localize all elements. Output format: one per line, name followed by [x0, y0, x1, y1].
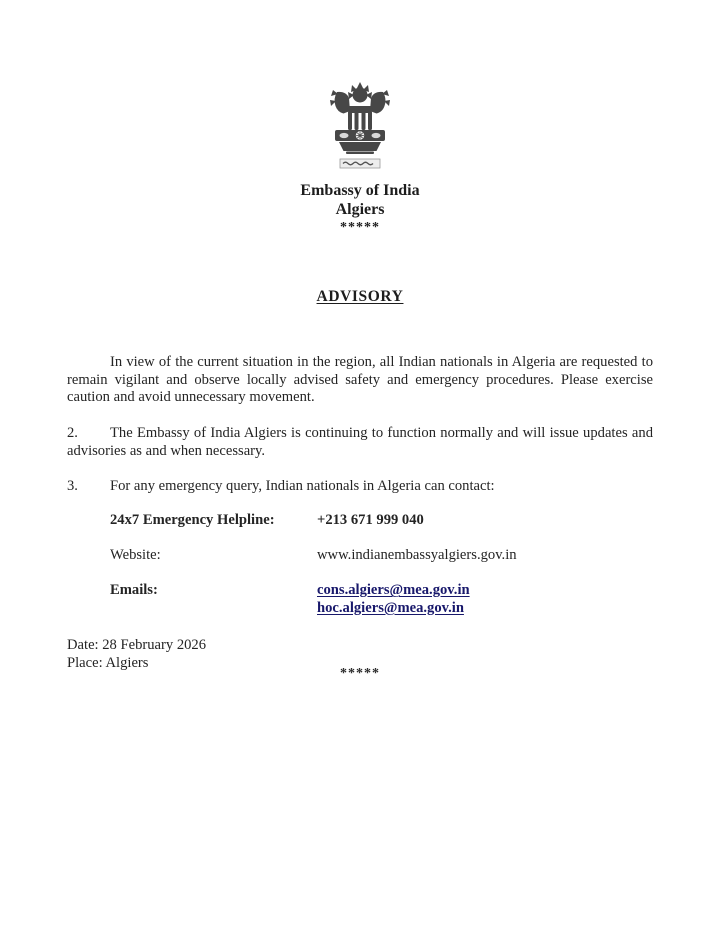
- website-url: www.indianembassyalgiers.gov.in: [317, 547, 517, 563]
- email-link-hoc[interactable]: hoc.algiers@mea.gov.in: [317, 599, 464, 616]
- dharma-chakra-icon: [356, 131, 364, 139]
- paragraph-1-text: In view of the current situation in the region, all Indian nationals in Algeria are requested to remain vigilant and observe locally advised safety and emergency procedures. Please exercise caution and avoid unnecessary movement.: [67, 354, 653, 406]
- document-title: [0, 288, 720, 306]
- org-city: Algiers: [335, 201, 385, 218]
- letterhead: [0, 181, 720, 235]
- date-line: Date: 28 February 2026: [67, 637, 207, 653]
- email-links: [317, 582, 470, 617]
- motto-plaque: [340, 159, 380, 168]
- paragraph-2: [67, 425, 653, 460]
- paragraph-3-number: 3.: [67, 478, 78, 494]
- website-label: Website:: [110, 547, 161, 563]
- paragraph-3: [67, 478, 653, 496]
- helpline-number: +213 671 999 040: [317, 512, 424, 528]
- contact-row-website: [110, 547, 655, 565]
- document-title-text: ADVISORY: [316, 288, 404, 305]
- paragraph-2-text: The Embassy of India Algiers is continuing to function normally and will issue updates and advisories as and when necessary.: [67, 425, 653, 459]
- header-stars-separator: *****: [340, 220, 380, 235]
- paragraph-3-text: For any emergency query, Indian nationals in Algeria can contact:: [110, 478, 495, 494]
- email-link-cons[interactable]: cons.algiers@mea.gov.in: [317, 582, 470, 598]
- contact-row-emails: [110, 582, 655, 617]
- india-state-emblem-icon: [323, 80, 397, 170]
- paragraph-2-number: 2.: [67, 425, 78, 441]
- org-name: Embassy of India: [300, 182, 420, 199]
- helpline-label: 24x7 Emergency Helpline:: [110, 512, 275, 528]
- paragraph-1: [67, 354, 653, 407]
- emblem-container: [0, 80, 720, 170]
- emails-label: Emails:: [110, 582, 158, 598]
- footer-stars-separator: *****: [340, 666, 380, 681]
- place-line: Place: Algiers: [67, 655, 149, 671]
- contact-row-helpline: [110, 512, 655, 530]
